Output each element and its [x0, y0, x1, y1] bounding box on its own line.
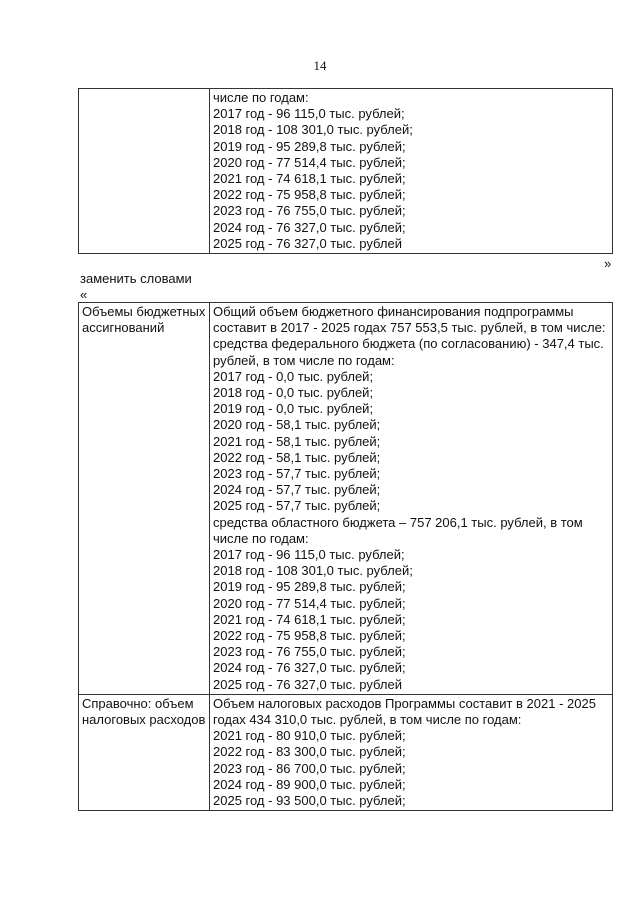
- table-row: [79, 303, 613, 695]
- table-row: [79, 89, 613, 254]
- table-row: [79, 694, 613, 810]
- year-line: 2023 год - 86 700,0 тыс. рублей;: [213, 760, 406, 776]
- value-cell: [210, 303, 613, 695]
- year-line: 2021 год - 58,1 тыс. рублей;: [213, 433, 381, 449]
- text-line: 2023 год - 76 755,0 тыс. рублей;: [213, 203, 406, 219]
- value-cell: [210, 89, 613, 254]
- text-line: 2020 год - 77 514,4 тыс. рублей;: [213, 154, 406, 170]
- page-number: 14: [313, 58, 327, 73]
- year-line: 2022 год - 83 300,0 тыс. рублей;: [213, 744, 406, 760]
- label-cell: [79, 694, 210, 810]
- text-line: 2022 год - 75 958,8 тыс. рублей;: [213, 187, 406, 203]
- text-line: 2025 год - 76 327,0 тыс. рублей: [213, 235, 402, 251]
- year-line: 2019 год - 0,0 тыс. рублей;: [213, 401, 374, 417]
- text-line: 2018 год - 108 301,0 тыс. рублей;: [213, 122, 413, 138]
- row-label: Справочно: объем налоговых расходов: [82, 695, 206, 728]
- text-line: числе по годам:: [213, 90, 309, 105]
- label-cell: [79, 89, 210, 254]
- intro-text: Объем налоговых расходов Программы составит в 2021 - 2025 годах 434 310,0 тыс. рублей, в том числе по годам:: [213, 695, 596, 728]
- year-line: 2025 год - 93 500,0 тыс. рублей;: [213, 793, 406, 809]
- value-cell: [210, 694, 613, 810]
- year-line: 2024 год - 89 900,0 тыс. рублей;: [213, 776, 406, 792]
- row-label: Объемы бюджетных ассигнований: [82, 304, 206, 336]
- intro-text: Общий объем бюджетного финансирования подпрограммы составит в 2017 - 2025 годах 757 553,5 тыс. рублей, в том числе:: [213, 304, 606, 336]
- closing-quote: »: [604, 256, 612, 271]
- year-line: 2023 год - 57,7 тыс. рублей;: [213, 466, 381, 482]
- year-line: 2021 год - 80 910,0 тыс. рублей;: [213, 728, 406, 744]
- year-line: 2023 год - 76 755,0 тыс. рублей;: [213, 644, 406, 660]
- replacement-text-table: [78, 302, 613, 811]
- year-line: 2024 год - 76 327,0 тыс. рублей;: [213, 660, 406, 676]
- year-line: 2025 год - 76 327,0 тыс. рублей: [213, 676, 402, 692]
- replace-instruction: заменить словами: [80, 271, 192, 286]
- year-line: 2021 год - 74 618,1 тыс. рублей;: [213, 611, 406, 627]
- year-line: 2017 год - 96 115,0 тыс. рублей;: [213, 547, 405, 563]
- text-line: 2021 год - 74 618,1 тыс. рублей;: [213, 171, 406, 187]
- text-line: 2019 год - 95 289,8 тыс. рублей;: [213, 138, 406, 154]
- text-line: 2017 год - 96 115,0 тыс. рублей;: [213, 106, 405, 122]
- year-line: 2019 год - 95 289,8 тыс. рублей;: [213, 579, 406, 595]
- year-line: 2024 год - 57,7 тыс. рублей;: [213, 482, 381, 498]
- opening-quote: «: [80, 287, 88, 302]
- text-line: 2024 год - 76 327,0 тыс. рублей;: [213, 219, 406, 235]
- year-line: 2017 год - 0,0 тыс. рублей;: [213, 368, 374, 384]
- year-line: 2020 год - 58,1 тыс. рублей;: [213, 417, 381, 433]
- label-cell: [79, 303, 210, 695]
- federal-budget-heading: средства федерального бюджета (по согласованию) - 347,4 тыс. рублей, в том числе по годам:: [213, 336, 604, 368]
- year-line: 2022 год - 58,1 тыс. рублей;: [213, 449, 381, 465]
- year-line: 2020 год - 77 514,4 тыс. рублей;: [213, 595, 406, 611]
- previous-text-table: [78, 88, 613, 254]
- regional-budget-heading: средства областного бюджета – 757 206,1 тыс. рублей, в том числе по годам:: [213, 514, 583, 546]
- year-line: 2018 год - 108 301,0 тыс. рублей;: [213, 563, 413, 579]
- year-line: 2018 год - 0,0 тыс. рублей;: [213, 385, 374, 401]
- year-line: 2022 год - 75 958,8 тыс. рублей;: [213, 628, 406, 644]
- year-line: 2025 год - 57,7 тыс. рублей;: [213, 498, 381, 514]
